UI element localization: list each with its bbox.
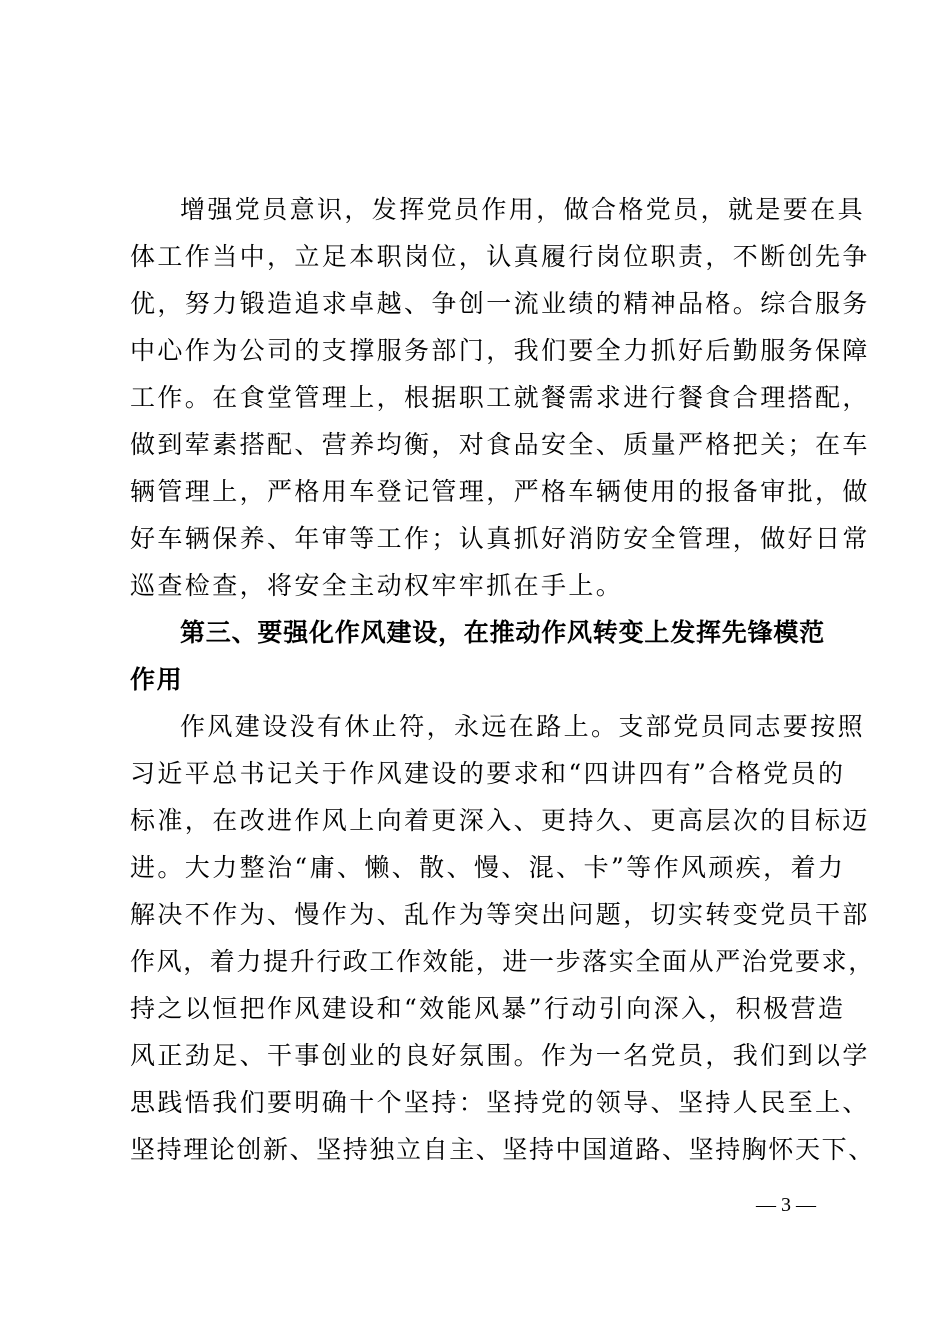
text-line: 持之以恒把作风建设和“效能风暴”行动引向深入，积极营造	[130, 994, 846, 1023]
document-body	[130, 186, 875, 1173]
text-line: 思践悟我们要明确十个坚持：坚持党的领导、坚持人民至上、	[130, 1088, 870, 1117]
text-line: 作风建设没有休止符，永远在路上。支部党员同志要按照	[180, 712, 866, 741]
paragraph-service-work	[130, 186, 870, 609]
text-line: 风正劲足、干事创业的良好氛围。作为一名党员，我们到以学	[130, 1041, 870, 1070]
text-line: 进。大力整治“庸、懒、散、慢、混、卡”等作风顽疾，着力	[130, 853, 846, 882]
text-line: 标准，在改进作风上向着更深入、更持久、更高层次的目标迈	[130, 806, 870, 835]
text-line: 坚持理论创新、坚持独立自主、坚持中国道路、坚持胸怀天下、	[130, 1135, 875, 1164]
text-line: 体工作当中，立足本职岗位，认真履行岗位职责，不断创先争	[130, 242, 870, 271]
text-line: 做到荤素搭配、营养均衡，对食品安全、质量严格把关；在车	[130, 430, 870, 459]
text-line: 中心作为公司的支撑服务部门，我们要全力抓好后勤服务保障	[130, 336, 870, 365]
text-line: 好车辆保养、年审等工作；认真抓好消防安全管理，做好日常	[130, 524, 870, 553]
text-line: 作风，着力提升行政工作效能，进一步落实全面从严治党要求，	[130, 947, 875, 976]
text-line: 工作。在食堂管理上，根据职工就餐需求进行餐食合理搭配，	[130, 383, 870, 412]
heading-line: 作用	[130, 665, 184, 694]
page-number: — 3 —	[756, 1194, 816, 1216]
text-line: 解决不作为、慢作为、乱作为等突出问题，切实转变党员干部	[130, 900, 870, 929]
paragraph-work-style	[130, 703, 875, 1173]
text-line: 辆管理上，严格用车登记管理，严格车辆使用的报备审批，做	[130, 477, 870, 506]
heading-line: 第三、要强化作风建设，在推动作风转变上发挥先锋模范	[180, 618, 826, 647]
text-line: 巡查检查，将安全主动权牢牢抓在手上。	[130, 571, 624, 600]
text-line: 优，努力锻造追求卓越、争创一流业绩的精神品格。综合服务	[130, 289, 870, 318]
text-line: 习近平总书记关于作风建设的要求和“四讲四有”合格党员的	[130, 759, 846, 788]
text-line: 增强党员意识，发挥党员作用，做合格党员，就是要在具	[180, 195, 866, 224]
section-heading-three	[130, 609, 832, 703]
